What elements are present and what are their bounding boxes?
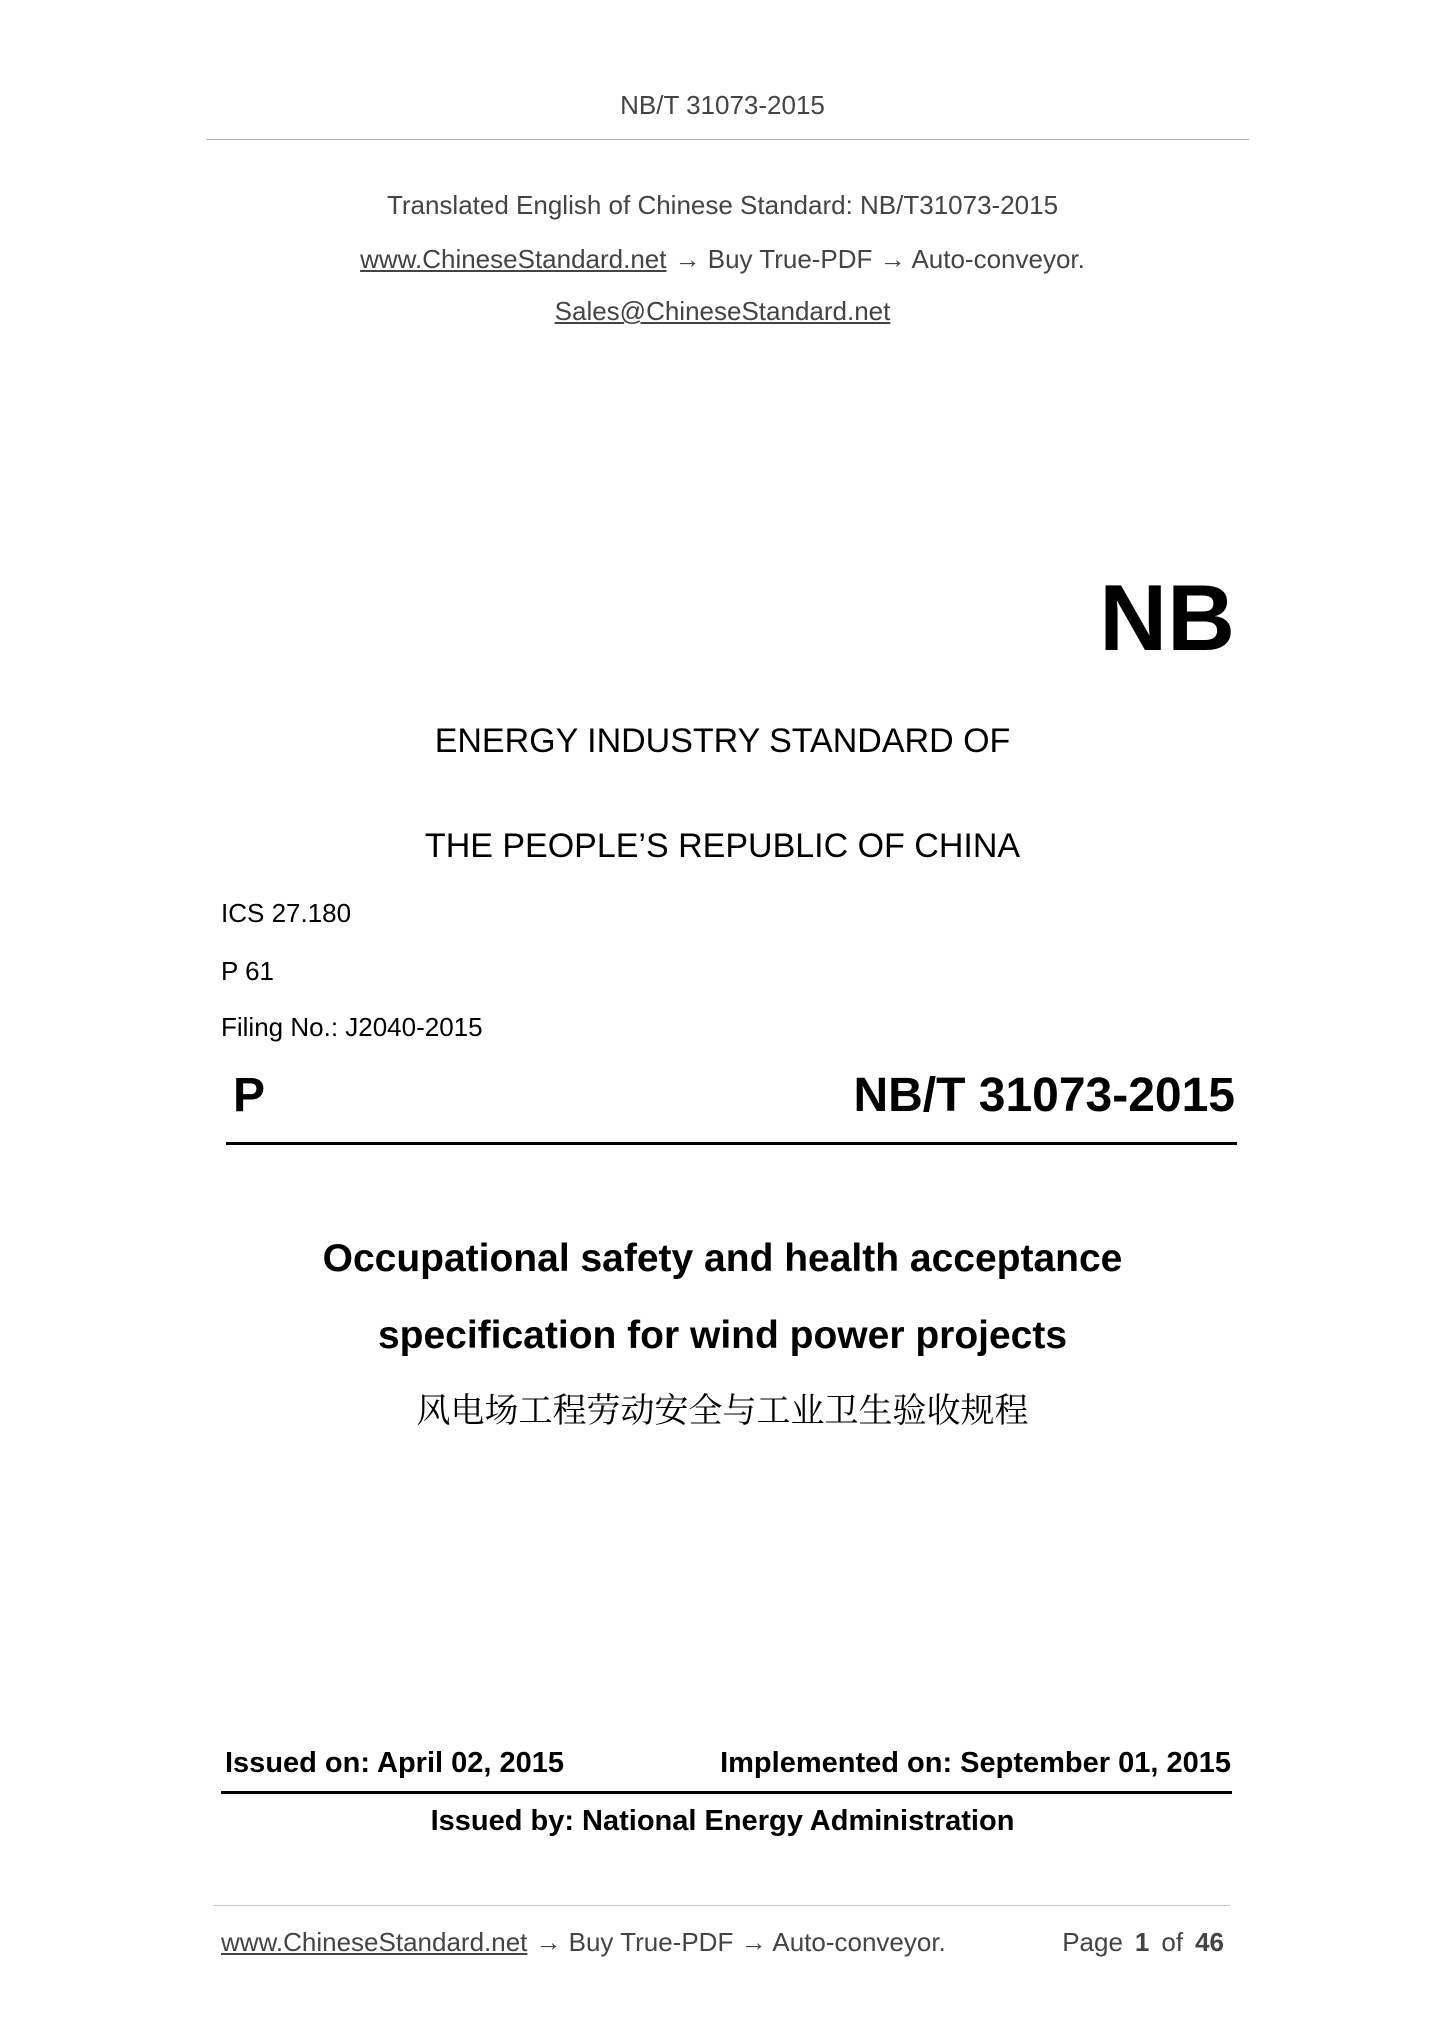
footer-purchase-line [221,1927,946,1958]
title-english-line-2: specification for wind power projects [377,1314,1068,1357]
footer-divider [214,1905,1230,1906]
title-english-line-1: Occupational safety and health acceptance [322,1237,1123,1280]
issuing-authority: Issued by: National Energy Administration [430,1805,1015,1837]
header-divider [206,139,1249,140]
email-line [0,296,1445,327]
ccs-code: P 61 [221,956,275,986]
cover-divider-bottom [221,1791,1232,1794]
ics-code: ICS 27.180 [221,898,352,928]
issue-date: Issued on: April 02, 2015 [225,1747,564,1779]
footer-buy-note: → Buy True-PDF → Auto-conveyor. [535,1927,946,1957]
purchase-line [0,244,1445,275]
standard-number: NB/T 31073-2015 [853,1069,1235,1122]
cover-divider-top [226,1142,1237,1145]
page-of-label: of [1161,1927,1184,1957]
standard-code-logo: NB [1099,565,1235,670]
implementation-date: Implemented on: September 01, 2015 [720,1747,1231,1779]
issuing-body-line-2: THE PEOPLE’S REPUBLIC OF CHINA [424,827,1021,865]
filing-number: Filing No.: J2040-2015 [221,1012,483,1042]
website-link[interactable]: www.ChineseStandard.net [360,244,667,274]
email-link[interactable]: Sales@ChineseStandard.net [554,296,891,326]
footer-website-link[interactable]: www.ChineseStandard.net [221,1927,528,1957]
issuing-body-line-1: ENERGY INDUSTRY STANDARD OF [434,722,1011,760]
page-indicator [1062,1927,1224,1958]
title-chinese: 风电场工程劳动安全与工业卫生验收规程 [416,1391,1029,1431]
translation-note: Translated English of Chinese Standard: NB/T31073-2015 [386,190,1059,220]
running-header-title: NB/T 31073-2015 [620,90,825,120]
page-current: 1 [1134,1927,1150,1957]
standard-category: P [233,1069,266,1122]
buy-note: → Buy True-PDF → Auto-conveyor. [674,244,1085,274]
page-label: Page [1062,1927,1123,1957]
page-total: 46 [1195,1927,1224,1957]
